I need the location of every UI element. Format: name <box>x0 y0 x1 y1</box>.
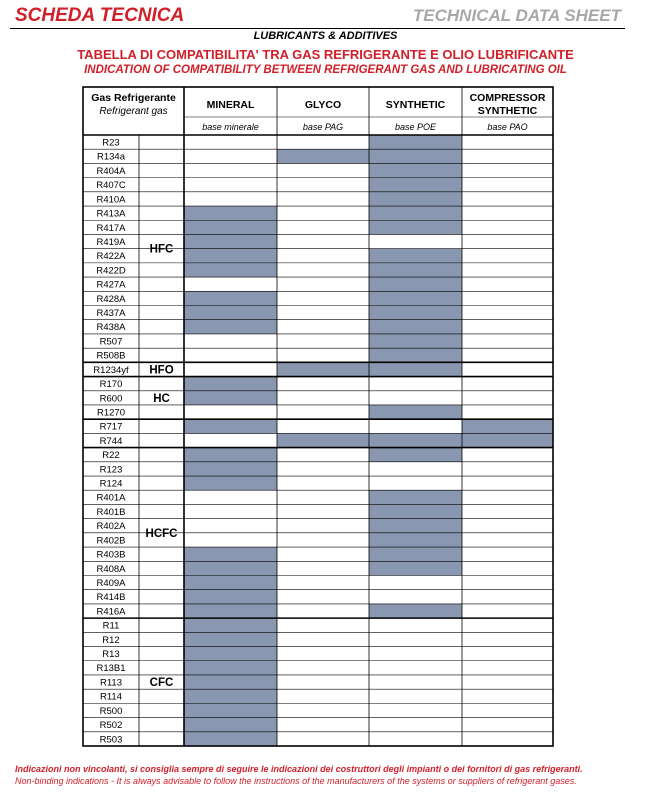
compat-fill-R438A-2 <box>369 320 462 334</box>
group-label-hc: HC <box>153 392 170 405</box>
gas-header-en: Refrigerant gas <box>99 106 168 117</box>
gas-name: R600 <box>99 393 123 405</box>
compat-fill-R417A-2 <box>369 220 462 234</box>
compat-fill-R427A-2 <box>369 277 462 291</box>
compat-fill-R744-2 <box>369 433 462 447</box>
compat-fill-R437A-0 <box>184 306 277 320</box>
compat-fill-R402A-2 <box>369 519 462 533</box>
gas-name: R114 <box>99 691 123 703</box>
gas-name: R419A <box>96 236 126 248</box>
gas-name: R422A <box>96 251 126 263</box>
table-border <box>83 87 553 746</box>
compat-fill-R408A-0 <box>184 561 277 575</box>
gas-name: R13 <box>102 649 120 661</box>
compat-fill-R1270-2 <box>369 405 462 419</box>
gas-name: R404A <box>96 165 126 177</box>
column-base-2: base POE <box>394 122 437 132</box>
compat-fill-R114-0 <box>184 689 277 703</box>
column-header-2: SYNTHETIC <box>385 99 446 111</box>
compat-fill-R12-0 <box>184 632 277 646</box>
compat-fill-R717-3 <box>462 419 553 433</box>
gas-name: R744 <box>99 435 123 447</box>
compat-fill-R407C-2 <box>369 178 462 192</box>
gas-name: R134a <box>97 151 125 163</box>
compat-fill-R437A-2 <box>369 306 462 320</box>
compat-fill-R401B-2 <box>369 504 462 518</box>
compat-fill-R134a-1 <box>277 149 369 163</box>
gas-name: R123 <box>99 464 123 476</box>
gas-name: R113 <box>99 677 123 689</box>
gas-name: R401A <box>96 492 126 504</box>
compat-fill-R11-0 <box>184 618 277 632</box>
compat-fill-R134a-2 <box>369 149 462 163</box>
header-title-it: SCHEDA TECNICA <box>15 5 185 26</box>
gas-name: R409A <box>96 577 126 589</box>
gas-name: R23 <box>102 137 120 149</box>
compat-fill-R123-0 <box>184 462 277 476</box>
compat-fill-R419A-0 <box>184 234 277 248</box>
compat-fill-R22-2 <box>369 448 462 462</box>
compat-fill-R1234yf-1 <box>277 362 369 376</box>
compat-fill-R600-0 <box>184 391 277 405</box>
gas-name: R417A <box>96 222 126 234</box>
gas-name: R407C <box>96 180 126 192</box>
gas-name: R401B <box>96 506 126 518</box>
compat-fill-R744-3 <box>462 433 553 447</box>
table-title-it: TABELLA DI COMPATIBILITA' TRA GAS REFRIGERANTE E OLIO LUBRIFICANTE <box>77 47 574 62</box>
compat-fill-R416A-2 <box>369 604 462 618</box>
column-base-3: base PAO <box>487 122 528 132</box>
compat-fill-R500-0 <box>184 703 277 717</box>
gas-name: R438A <box>96 322 126 334</box>
compat-fill-R408A-2 <box>369 561 462 575</box>
gas-name: R717 <box>99 421 123 433</box>
compat-fill-R124-0 <box>184 476 277 490</box>
compat-fill-R413A-0 <box>184 206 277 220</box>
gas-name: R414B <box>96 592 126 604</box>
compat-fill-R508B-2 <box>369 348 462 362</box>
gas-name: R402A <box>96 521 126 533</box>
gas-name: R403B <box>96 549 126 561</box>
compat-fill-R22-0 <box>184 448 277 462</box>
compat-fill-R403B-2 <box>369 547 462 561</box>
compat-fill-R717-0 <box>184 419 277 433</box>
compat-fill-R409A-0 <box>184 575 277 589</box>
compat-fill-R402B-2 <box>369 533 462 547</box>
compat-fill-R413A-2 <box>369 206 462 220</box>
compat-fill-R422D-0 <box>184 263 277 277</box>
compat-fill-R428A-2 <box>369 291 462 305</box>
gas-name: R408A <box>96 563 126 575</box>
gas-name: R124 <box>99 478 123 490</box>
gas-name: R1234yf <box>93 364 129 376</box>
column-header-0: MINERAL <box>206 99 255 111</box>
gas-name: R416A <box>96 606 126 618</box>
compat-fill-R401A-2 <box>369 490 462 504</box>
gas-name: R422D <box>96 265 126 277</box>
gas-name: R22 <box>102 450 120 462</box>
footer-note-it: Indicazioni non vincolanti, si consiglia sempre di seguire le indicazioni dei costruttori degli impianti o dei fornitori di gas refrigeranti. <box>15 764 583 774</box>
compat-fill-R404A-2 <box>369 163 462 177</box>
gas-name: R402B <box>96 535 126 547</box>
compat-fill-R503-0 <box>184 732 277 746</box>
group-label-hfc: HFC <box>149 243 174 256</box>
gas-name: R1270 <box>97 407 125 419</box>
compat-fill-R410A-2 <box>369 192 462 206</box>
gas-name: R410A <box>96 194 126 206</box>
gas-name: R502 <box>99 720 123 732</box>
compat-fill-R113-0 <box>184 675 277 689</box>
compat-fill-R417A-0 <box>184 220 277 234</box>
gas-name: R11 <box>102 620 120 632</box>
compat-fill-R744-1 <box>277 433 369 447</box>
group-label-hfo: HFO <box>149 364 174 377</box>
gas-name: R503 <box>99 734 123 746</box>
gas-name: R170 <box>99 379 123 391</box>
compat-fill-R13-0 <box>184 647 277 661</box>
footer-note-en: Non-binding indications - It is always advisable to follow the instructions of the manufacturers of the systems or suppliers of refrigerant gases. <box>15 776 577 786</box>
gas-name: R437A <box>96 308 126 320</box>
table-title-en: INDICATION OF COMPATIBILITY BETWEEN REFRIGERANT GAS AND LUBRICATING OIL <box>84 64 567 76</box>
compat-fill-R502-0 <box>184 718 277 732</box>
subtitle: LUBRICANTS & ADDITIVES <box>253 30 398 42</box>
header-title-en: TECHNICAL DATA SHEET <box>412 6 621 25</box>
column-header-1: GLYCO <box>304 99 342 111</box>
compat-fill-R1234yf-2 <box>369 362 462 376</box>
group-label-hcfc: HCFC <box>145 527 178 540</box>
compat-fill-R416A-0 <box>184 604 277 618</box>
compat-fill-R23-2 <box>369 135 462 149</box>
gas-name: R500 <box>99 705 123 717</box>
compat-fill-R422A-0 <box>184 249 277 263</box>
compat-fill-R422D-2 <box>369 263 462 277</box>
column-header-3-line1: COMPRESSOR <box>469 92 546 104</box>
gas-name: R413A <box>96 208 126 220</box>
compat-fill-R438A-0 <box>184 320 277 334</box>
compat-fill-R507-2 <box>369 334 462 348</box>
gas-name: R12 <box>102 634 120 646</box>
column-header-3-line2: SYNTHETIC <box>477 105 538 117</box>
compat-fill-R414B-0 <box>184 590 277 604</box>
compat-fill-R403B-0 <box>184 547 277 561</box>
gas-name: R507 <box>99 336 123 348</box>
group-label-cfc: CFC <box>149 677 174 690</box>
gas-name: R508B <box>96 350 126 362</box>
compat-fill-R428A-0 <box>184 291 277 305</box>
column-base-1: base PAG <box>302 122 344 132</box>
gas-name: R13B1 <box>96 663 126 675</box>
compat-fill-R13B1-0 <box>184 661 277 675</box>
compat-fill-R422A-2 <box>369 249 462 263</box>
gas-header: Gas Refrigerante <box>91 92 176 104</box>
column-base-0: base minerale <box>202 122 259 132</box>
gas-name: R427A <box>96 279 126 291</box>
compat-fill-R170-0 <box>184 377 277 391</box>
gas-name: R428A <box>96 293 126 305</box>
